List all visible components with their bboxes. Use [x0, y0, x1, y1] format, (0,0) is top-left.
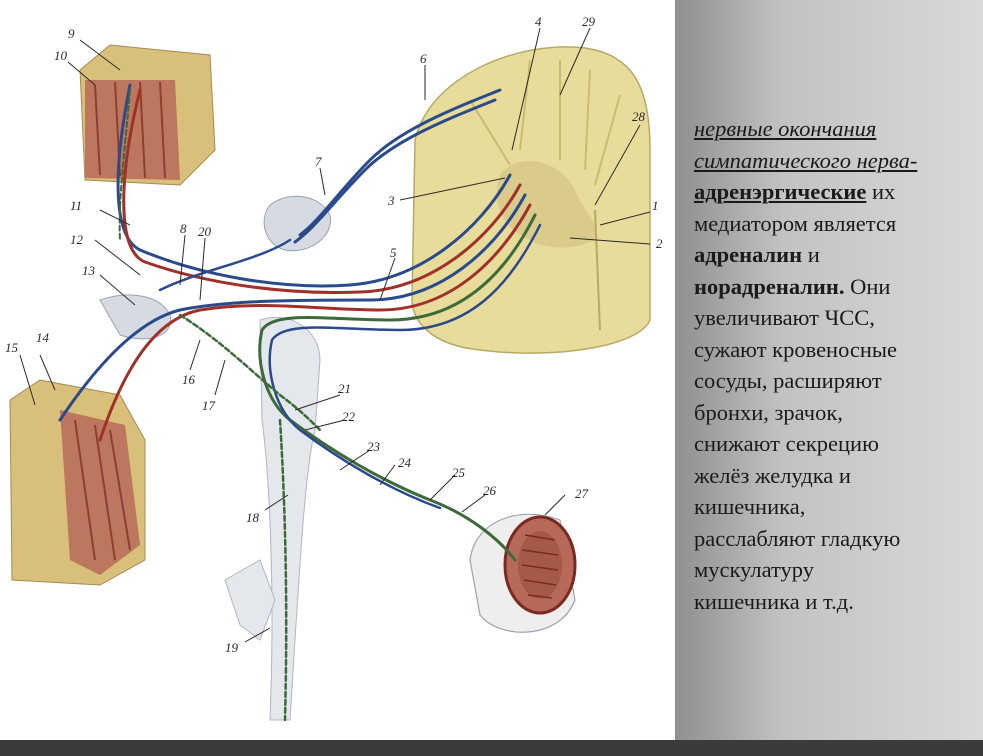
text-line: [694, 113, 979, 145]
text-line: [694, 523, 979, 555]
label-19: 19: [225, 640, 238, 655]
description-text: [694, 113, 979, 617]
label-10: 10: [54, 48, 67, 63]
text-segment: увеличивают ЧСС,: [694, 305, 875, 330]
label-16: 16: [182, 372, 195, 387]
upper-tissue-block: [80, 45, 215, 185]
text-segment: Они: [844, 273, 891, 299]
text-line: [694, 554, 979, 586]
label-28: 28: [632, 109, 645, 124]
label-29: 29: [582, 14, 595, 29]
text-segment: симпатического нерва-: [694, 147, 918, 173]
text-line: [694, 397, 979, 429]
label-1: 1: [652, 198, 659, 213]
label-13: 13: [82, 263, 95, 278]
lower-tissue-block: [10, 380, 145, 585]
text-line: [694, 460, 979, 492]
label-14: 14: [36, 330, 49, 345]
label-26: 26: [483, 483, 496, 498]
text-segment: медиатором является: [694, 210, 897, 236]
text-line: [694, 302, 979, 334]
text-line: [694, 239, 979, 271]
label-25: 25: [452, 465, 465, 480]
label-5: 5: [390, 245, 397, 260]
text-segment: желёз желудка и: [694, 462, 851, 488]
text-segment: расслабляют гладкую: [694, 525, 901, 551]
text-segment: сужают кровеносные: [694, 336, 898, 362]
text-line: [694, 334, 979, 366]
text-segment-adrenergic: адренэргические: [694, 179, 867, 204]
label-24: 24: [398, 455, 411, 470]
label-9: 9: [68, 26, 75, 41]
text-segment: их: [866, 179, 896, 204]
text-segment: мускулатуру: [694, 557, 814, 582]
text-segment: сосуды, расширяют: [694, 368, 882, 393]
text-segment: кишечника,: [694, 494, 806, 519]
text-line: [694, 145, 979, 177]
label-11: 11: [70, 198, 83, 213]
text-segment: кишечника и т.д.: [694, 588, 854, 614]
label-21: 21: [338, 381, 351, 396]
text-segment: снижают секрецию: [694, 431, 879, 456]
bottom-bar: [0, 740, 983, 756]
label-7: 7: [315, 154, 322, 169]
label-20: 20: [198, 224, 211, 239]
label-17: 17: [202, 398, 215, 413]
text-line: [694, 428, 979, 460]
label-6: 6: [420, 51, 427, 66]
label-15: 15: [5, 340, 18, 355]
label-27: 27: [575, 486, 588, 501]
text-segment-adrenaline: адреналин: [694, 242, 803, 267]
label-18: 18: [246, 510, 259, 525]
label-22: 22: [342, 409, 355, 424]
text-segment: и: [802, 242, 820, 267]
text-line: [694, 586, 979, 618]
text-line: [694, 365, 979, 397]
text-segment: бронхи, зрачок,: [694, 399, 843, 425]
text-segment-noradrenaline: норадреналин.: [694, 273, 845, 299]
text-line: [694, 271, 979, 303]
label-23: 23: [367, 439, 380, 454]
text-segment: нервные окончания: [694, 116, 877, 141]
label-3: 3: [388, 193, 395, 208]
label-12: 12: [70, 232, 83, 247]
text-line: [694, 208, 979, 240]
label-4: 4: [535, 14, 542, 29]
text-line: [694, 491, 979, 523]
label-8: 8: [180, 221, 187, 236]
text-line: [694, 176, 979, 208]
label-2: 2: [656, 236, 663, 251]
